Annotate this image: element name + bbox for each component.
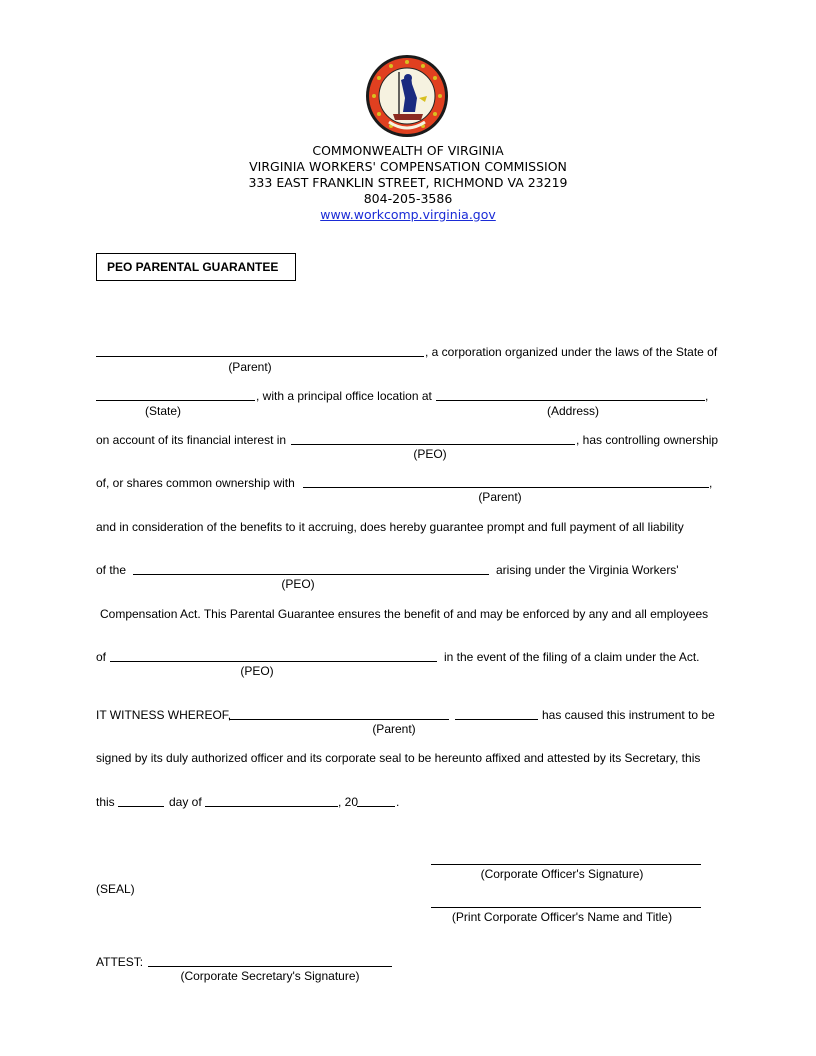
line7-text: Compensation Act. This Parental Guarantee ensures the benefit of and may be enforced by any and all employees [100, 607, 709, 621]
parent-label-3: (Parent) [372, 722, 416, 736]
title-box [96, 253, 296, 281]
line8-text-a: of [96, 650, 107, 664]
attest-label: ATTEST: [96, 955, 144, 969]
day-line[interactable] [118, 806, 164, 807]
website-link[interactable]: www.workcomp.virginia.gov [320, 207, 496, 222]
peo-employees-line[interactable] [110, 661, 437, 662]
month-line[interactable] [205, 806, 338, 807]
parent-ownership-line[interactable] [303, 487, 709, 488]
header-phone: 804-205-3586 [363, 191, 453, 206]
line3-text-b: , has controlling ownership [576, 433, 719, 447]
state-line[interactable] [96, 400, 255, 401]
peo-label-1: (PEO) [413, 447, 447, 461]
header-commonwealth: COMMONWEALTH OF VIRGINIA [312, 143, 504, 158]
line9-text-b: has caused this instrument to be [542, 708, 715, 722]
witness-parent-line-1[interactable] [229, 719, 449, 720]
year-line[interactable] [357, 806, 395, 807]
address-label: (Address) [546, 404, 599, 418]
officer-signature-line[interactable] [431, 864, 701, 865]
line4-text: of, or shares common ownership with [96, 476, 295, 490]
seal-label: (SEAL) [96, 882, 135, 896]
officer-signature-label: (Corporate Officer's Signature) [480, 867, 644, 881]
line6-text-b: arising under the Virginia Workers' [496, 563, 679, 577]
line10-text: signed by its duly authorized officer and its corporate seal to be hereunto affixed and attested by its Secretary, this [96, 751, 701, 765]
parent-name-line[interactable] [96, 356, 424, 357]
witness-parent-line-2[interactable] [455, 719, 538, 720]
line11-this: this [96, 795, 115, 809]
line3-text-a: on account of its financial interest in [96, 433, 287, 447]
line11-year: , 20 [338, 795, 359, 809]
peo-liability-line[interactable] [133, 574, 489, 575]
line9-text-a: IT WITNESS WHEREOF, [96, 708, 232, 722]
address-line[interactable] [436, 400, 705, 401]
secretary-signature-label: (Corporate Secretary's Signature) [180, 969, 360, 983]
state-label: (State) [144, 404, 181, 418]
line2-text: , with a principal office location at [256, 389, 432, 403]
line5-text: and in consideration of the benefits to it accruing, does hereby guarantee prompt and full payment of all liability [96, 520, 684, 534]
secretary-signature-line[interactable] [148, 966, 392, 967]
line11-day-of: day of [169, 795, 202, 809]
line8-text-b: in the event of the filing of a claim under the Act. [444, 650, 700, 664]
peo-label-2: (PEO) [281, 577, 315, 591]
parent-label: (Parent) [228, 360, 272, 374]
virginia-seal-icon [365, 54, 449, 138]
peo-label-3: (PEO) [240, 664, 274, 678]
header-address: 333 EAST FRANKLIN STREET, RICHMOND VA 23219 [248, 175, 568, 190]
officer-name-line[interactable] [431, 907, 701, 908]
peo-financial-line[interactable] [291, 444, 575, 445]
line1-text: , a corporation organized under the laws of the State of [425, 345, 718, 359]
line6-text-a: of the [96, 563, 127, 577]
page-title: PEO PARENTAL GUARANTEE [107, 260, 279, 274]
header-commission: VIRGINIA WORKERS' COMPENSATION COMMISSION [249, 159, 567, 174]
parent-label-2: (Parent) [478, 490, 522, 504]
line11-end: . [396, 795, 400, 809]
officer-name-label: (Print Corporate Officer's Name and Title) [451, 910, 673, 924]
